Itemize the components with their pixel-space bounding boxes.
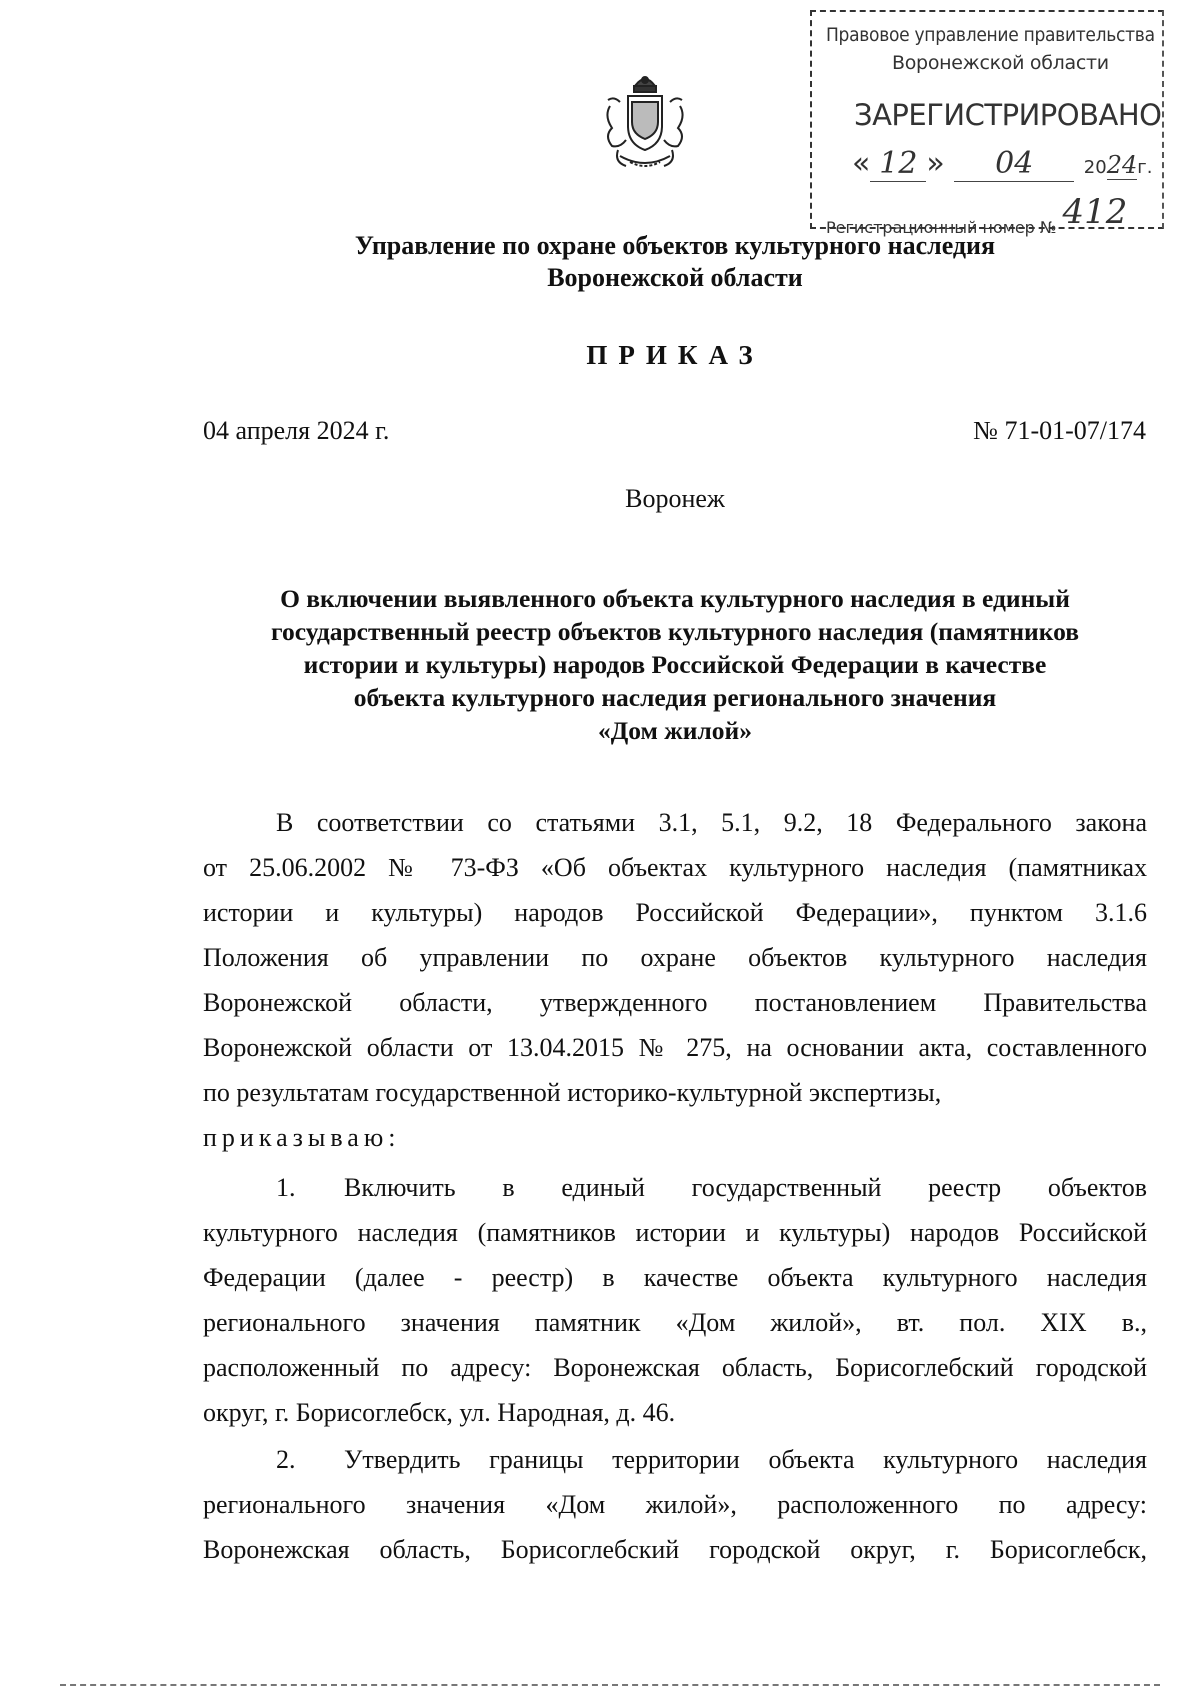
item-line: Федерации (далее - реестр) в качестве объекта культурного наследия: [203, 1263, 1147, 1292]
item-number: 1.: [276, 1173, 296, 1202]
order-item-1: [203, 1165, 1147, 1435]
title-line-4: объекта культурного наследия регионального значения: [353, 683, 997, 712]
stamp-reg-label: Регистрационный номер №: [826, 218, 1057, 237]
page-bottom-rule: [60, 1684, 1160, 1687]
stamp-month: 04: [954, 146, 1074, 182]
stamp-status: ЗАРЕГИСТРИРОВАНО: [854, 98, 1162, 132]
stamp-reg-number: 412: [1062, 192, 1128, 232]
preamble-line: В соответствии со статьями 3.1, 5.1, 9.2, 18 Федерального закона: [276, 808, 1147, 837]
document-type: ПРИКАЗ: [586, 340, 764, 370]
order-number: № 71-01-07/174: [973, 416, 1146, 445]
stamp-date: « 12 » 04 2024г.: [852, 146, 1153, 181]
coat-of-arms-emblem: [590, 66, 700, 176]
preamble-line: от 25.06.2002 № 73-ФЗ «Об объектах культурного наследия (памятниках: [203, 853, 1147, 882]
preamble-line: Воронежской области, утвержденного постановлением Правительства: [203, 988, 1147, 1017]
order-directive: приказываю:: [203, 1123, 401, 1152]
item-number: 2.: [276, 1445, 296, 1474]
org-line-1: Управление по охране объектов культурного наследия: [354, 231, 996, 260]
order-date: 04 апреля 2024 г.: [203, 416, 390, 445]
order-title: [0, 582, 1200, 747]
item-line: Воронежская область, Борисоглебский городской округ, г. Борисоглебск,: [203, 1535, 1147, 1564]
title-line-1: О включении выявленного объекта культурного наследия в единый: [280, 584, 1070, 613]
title-line-3: истории и культуры) народов Российской Федерации в качестве: [303, 650, 1047, 679]
stamp-year-tail: г.: [1137, 157, 1153, 178]
preamble-line: истории и культуры) народов Российской Федерации», пунктом 3.1.6: [203, 898, 1147, 927]
item-line: регионального значения «Дом жилой», расположенного по адресу:: [203, 1490, 1147, 1519]
item-line: округ, г. Борисоглебск, ул. Народная, д. 46.: [203, 1398, 676, 1427]
preamble-line: Положения об управлении по охране объектов культурного наследия: [203, 943, 1147, 972]
item-line: Утвердить границы территории объекта культурного наследия: [344, 1445, 1147, 1474]
registration-stamp: [810, 10, 1164, 237]
item-line: расположенный по адресу: Воронежская область, Борисоглебский городской: [203, 1353, 1147, 1382]
preamble-line: по результатам государственной историко-культурной экспертизы,: [203, 1078, 942, 1107]
item-line: Включить в единый государственный реестр объектов: [344, 1173, 1147, 1202]
preamble-line: Воронежской области от 13.04.2015 № 275, на основании акта, составленного: [203, 1033, 1147, 1062]
stamp-line-2: Воронежской области: [892, 52, 1109, 74]
item-line: культурного наследия (памятников истории и культуры) народов Российской: [203, 1218, 1147, 1247]
stamp-year-suffix: 24: [1106, 151, 1138, 179]
stamp-day: 12: [870, 146, 926, 182]
title-line-5: «Дом жилой»: [598, 716, 752, 745]
order-item-2: [203, 1437, 1147, 1572]
stamp-year-prefix: 20: [1083, 157, 1107, 178]
stamp-line-1: Правовое управление правительства: [826, 24, 1155, 46]
city-name: Воронеж: [625, 484, 725, 513]
item-line: регионального значения памятник «Дом жилой», вт. пол. XIX в.,: [203, 1308, 1147, 1337]
preamble-paragraph: [203, 800, 1147, 1160]
title-line-2: государственный реестр объектов культурного наследия (памятников: [271, 617, 1079, 646]
org-line-2: Воронежской области: [547, 263, 803, 292]
organization-name: [0, 230, 1200, 294]
